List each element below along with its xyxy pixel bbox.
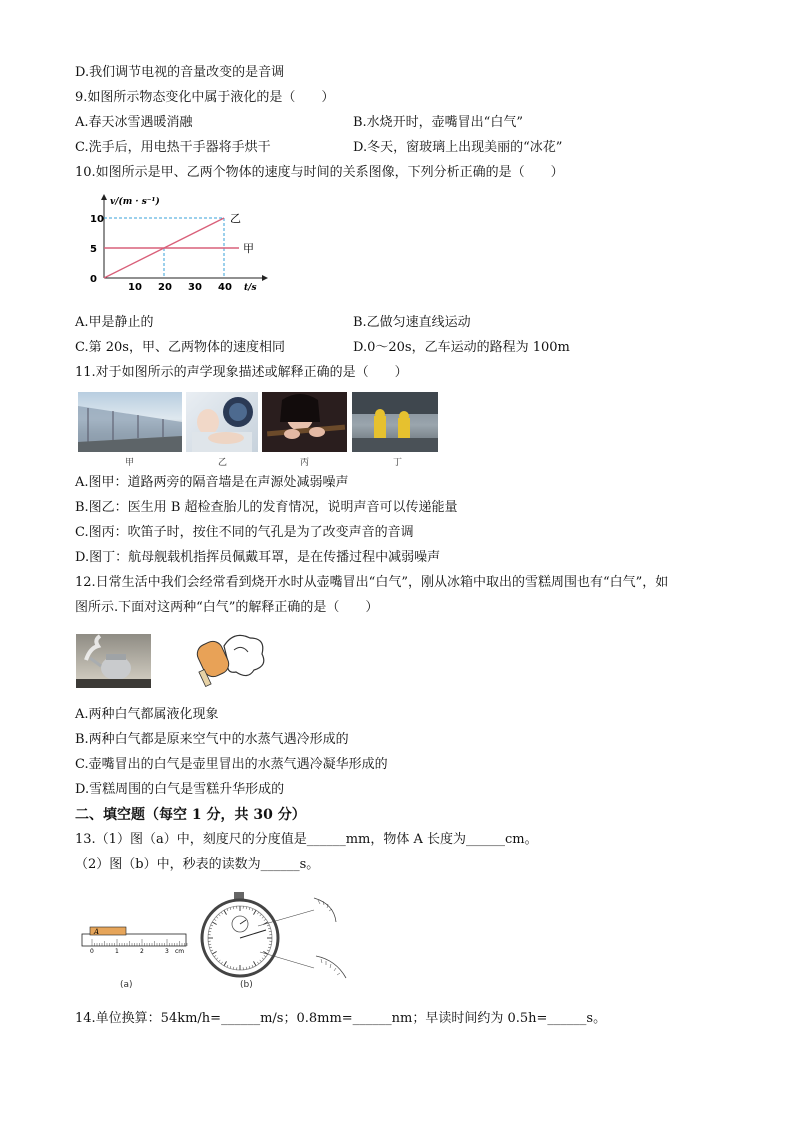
x-tick-label-30: 30 [188,282,202,293]
q13-part1: 13.（1）图（a）中，刻度尺的分度值是______mm，物体 A 长度为______cm。 [75,832,538,847]
ruler-unit: cm [175,948,185,954]
q9-option-c: C.洗手后，用电热干手器将手烘干 [75,140,271,155]
ice-cream-figure [190,628,268,690]
caption-a: (a) [120,980,133,990]
flute-player-image [262,392,347,452]
series-label-yi: 乙 [230,212,241,225]
y-axis-label: v/(m · s⁻¹) [110,197,160,207]
ruler-figure [80,922,190,954]
q11-option-d: D.图丁：航母舰载机指挥员佩戴耳罩，是在传播过程中减弱噪声 [75,550,441,565]
carrier-deck-image [352,392,438,452]
sound-barrier-wall-photo [78,392,182,452]
q13-part2: （2）图（b）中，秒表的读数为______s。 [75,857,320,872]
q9-option-a: A.春天冰雪遇暖消融 [75,115,193,130]
q12-option-d: D.雪糕周围的白气是雪糕升华形成的 [75,782,285,797]
carrier-deck-photo [352,392,438,452]
q10-stem: 10.如图所示是甲、乙两个物体的速度与时间的关系图像，下列分析正确的是（ ） [75,165,564,180]
q10-option-d: D.0～20s，乙车运动的路程为 100m [353,340,570,355]
caption-b: (b) [240,980,253,990]
ultrasound-scene-image [186,392,258,452]
caption-ding: 丁 [393,458,403,468]
q10-option-a: A.甲是静止的 [75,315,154,330]
object-a-label: A [94,928,100,936]
stopwatch-crown [234,892,244,899]
x-tick-label-10: 10 [128,282,142,293]
q12-stem-line1: 12.日常生活中我们会经常看到烧开水时从壶嘴冒出“白气”，刚从冰箱中取出的雪糕周围也有“白气”，如 [75,575,669,590]
q10-option-b: B.乙做匀速直线运动 [353,315,471,330]
caption-yi: 乙 [218,458,228,468]
stopwatch-figure [196,890,361,982]
q14-unit-conversion: 14.单位换算：54km/h=______m/s；0.8mm=______nm；早读时间约为 0.5h=______s。 [75,1011,607,1026]
velocity-time-chart [80,192,270,297]
x-axis-label: t/s [244,283,257,293]
second-dial-zoom [316,956,346,978]
x-tick-label-20: 20 [158,282,172,293]
q12-option-a: A.两种白气都属液化现象 [75,707,219,722]
ruler-label-0: 0 [90,948,94,954]
ice-cream-white-air-image [190,628,268,690]
caption-bing: 丙 [300,458,310,468]
q11-stem: 11.对于如图所示的声学现象描述或解释正确的是（ ） [75,365,408,380]
highway-barrier-image [78,392,182,452]
q9-option-d: D.冬天，窗玻璃上出现美丽的“冰花” [353,140,563,155]
caption-jia: 甲 [125,458,135,468]
y-tick-label-10: 10 [90,214,104,225]
q12-stem-line2: 图所示.下面对这两种“白气”的解释正确的是（ ） [75,600,379,615]
flute-player-photo [262,392,347,452]
ruler-label-3: 3 [165,948,169,954]
q12-option-c: C.壶嘴冒出的白气是壶里冒出的水蒸气遇冷凝华形成的 [75,757,388,772]
minute-dial-zoom [314,898,336,922]
kettle-steam-image [76,634,151,688]
q9-stem: 9.如图所示物态变化中属于液化的是（ ） [75,90,335,105]
y-axis-arrow [101,194,107,200]
section-2-heading: 二、填空题（每空 1 分，共 30 分） [75,807,306,823]
x-axis-arrow [262,275,268,281]
q10-option-c: C.第 20s，甲、乙两物体的速度相同 [75,340,285,355]
q11-option-b: B.图乙：医生用 B 超检查胎儿的发育情况，说明声音可以传递能量 [75,500,458,515]
q9-option-b: B.水烧开时，壶嘴冒出“白气” [353,115,523,130]
x-tick-label-40: 40 [218,282,232,293]
boiling-kettle-photo [76,634,151,688]
y-tick-label-5: 5 [90,244,97,255]
series-label-jia: 甲 [243,242,254,255]
q12-option-b: B.两种白气都是原来空气中的水蒸气遇冷形成的 [75,732,349,747]
ruler-label-1: 1 [115,948,119,954]
y-tick-label-0: 0 [90,274,97,285]
q8-option-d: D.我们调节电视的音量改变的是音调 [75,65,285,80]
ruler-label-2: 2 [140,948,144,954]
b-ultrasound-photo [186,392,258,452]
q11-option-c: C.图丙：吹笛子时，按住不同的气孔是为了改变声音的音调 [75,525,414,540]
q11-option-a: A.图甲：道路两旁的隔音墙是在声源处减弱噪声 [75,475,349,490]
